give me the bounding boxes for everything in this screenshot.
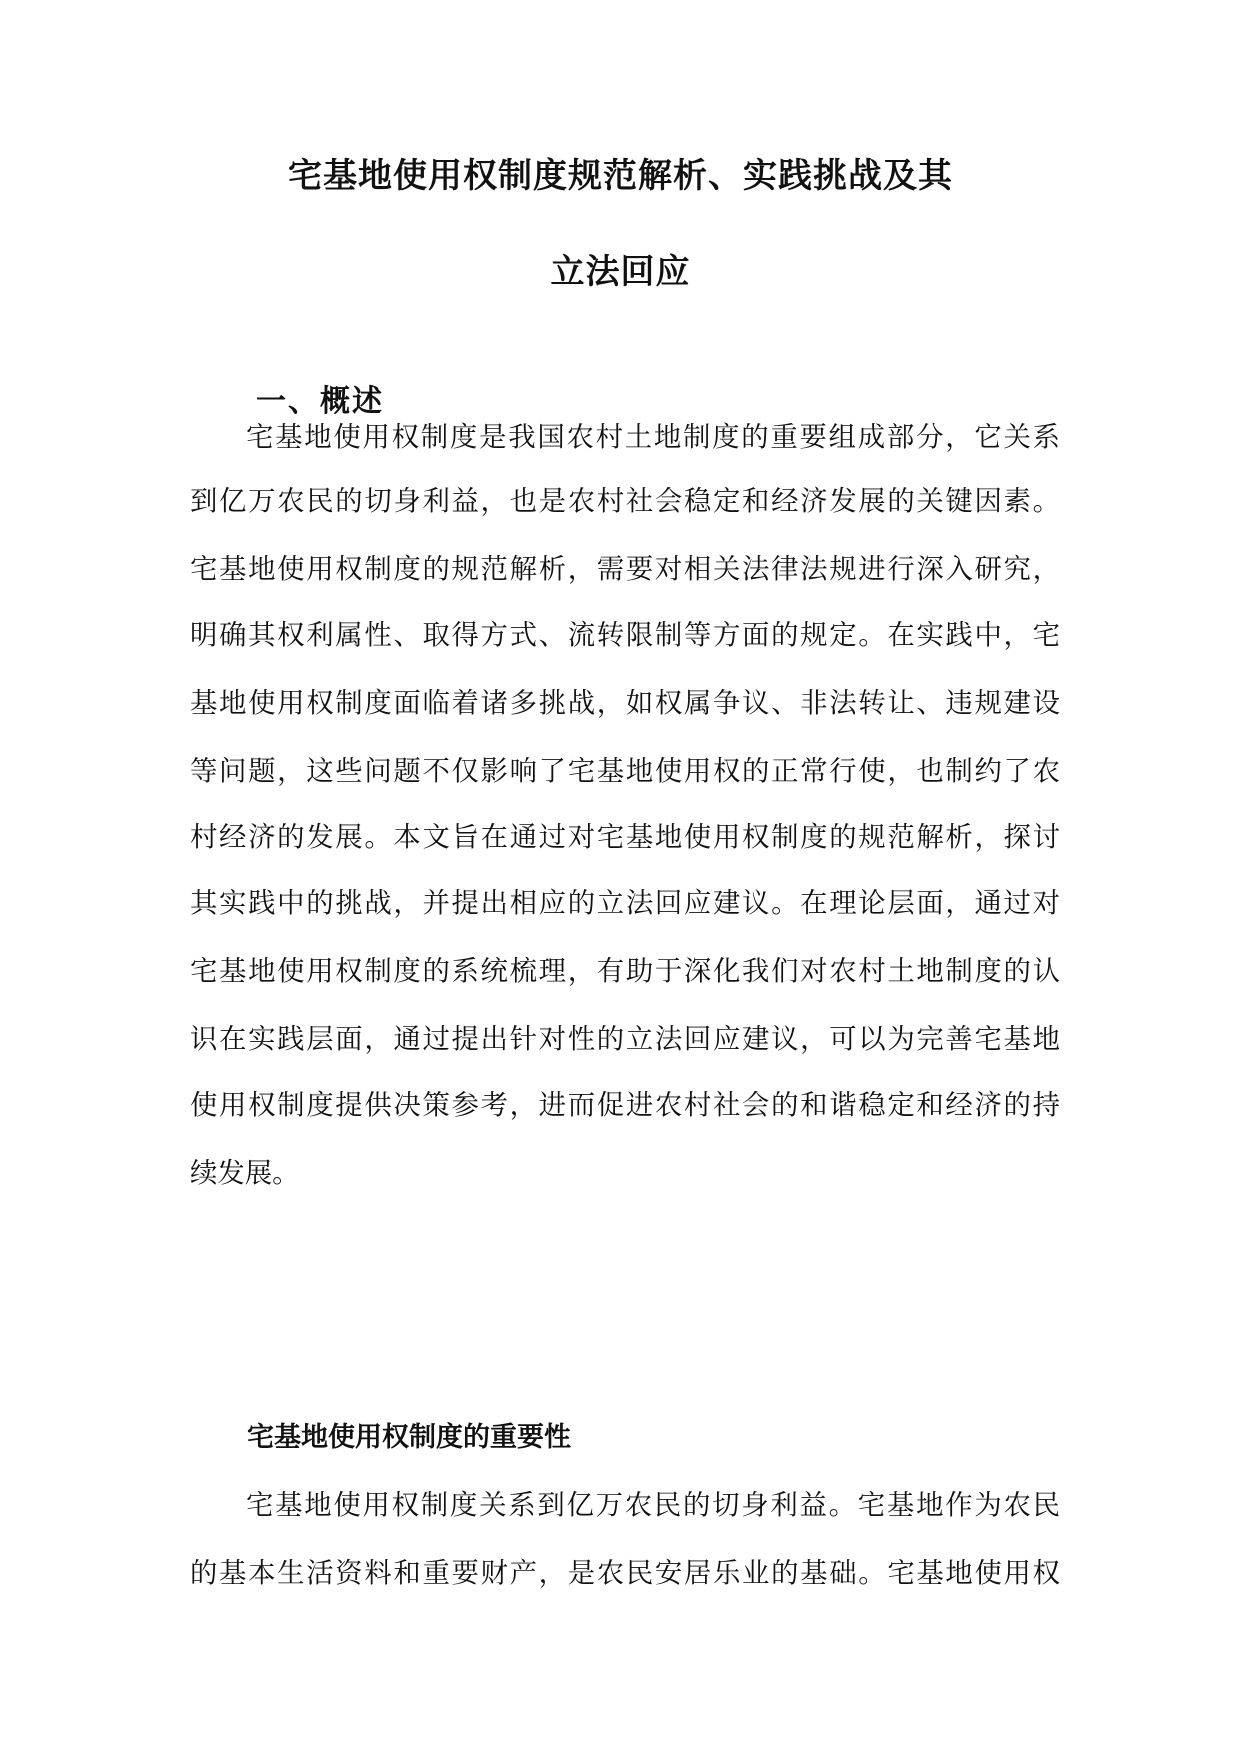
paragraph-line: 宅基地使用权制度是我国农村土地制度的重要组成部分，它关系 (246, 422, 1060, 453)
paragraph-line: 宅基地使用权制度的规范解析，需要对相关法律法规进行深入研究， (190, 554, 1060, 585)
paragraph-line: 基地使用权制度面临着诸多挑战，如权属争议、非法转让、违规建设 (190, 688, 1060, 719)
paragraph-line: 等问题，这些问题不仅影响了宅基地使用权的正常行使，也制约了农 (190, 756, 1060, 787)
paragraph-line: 的基本生活资料和重要财产，是农民安居乐业的基础。宅基地使用权 (190, 1558, 1060, 1589)
paragraph-line: 识在实践层面，通过提出针对性的立法回应建议，可以为完善宅基地 (190, 1024, 1060, 1055)
section-heading-overview: 一、概述 (256, 384, 384, 419)
paragraph-line: 明确其权利属性、取得方式、流转限制等方面的规定。在实践中，宅 (190, 620, 1060, 651)
paragraph-line: 村经济的发展。本文旨在通过对宅基地使用权制度的规范解析，探讨 (190, 822, 1060, 853)
section-heading-importance: 宅基地使用权制度的重要性 (247, 1422, 571, 1453)
document-title-line-1: 宅基地使用权制度规范解析、实践挑战及其 (288, 156, 953, 196)
paragraph-line: 到亿万农民的切身利益，也是农村社会稳定和经济发展的关键因素。 (190, 486, 1060, 517)
paragraph-line: 续发展。 (190, 1158, 300, 1189)
paragraph-line: 宅基地使用权制度的系统梳理，有助于深化我们对农村土地制度的认 (190, 956, 1060, 987)
paragraph-line: 其实践中的挑战，并提出相应的立法回应建议。在理论层面，通过对 (190, 888, 1060, 919)
paragraph-line: 宅基地使用权制度关系到亿万农民的切身利益。宅基地作为农民 (246, 1490, 1060, 1521)
document-title-line-2: 立法回应 (550, 252, 691, 292)
paragraph-line: 使用权制度提供决策参考，进而促进农村社会的和谐稳定和经济的持 (190, 1090, 1060, 1121)
